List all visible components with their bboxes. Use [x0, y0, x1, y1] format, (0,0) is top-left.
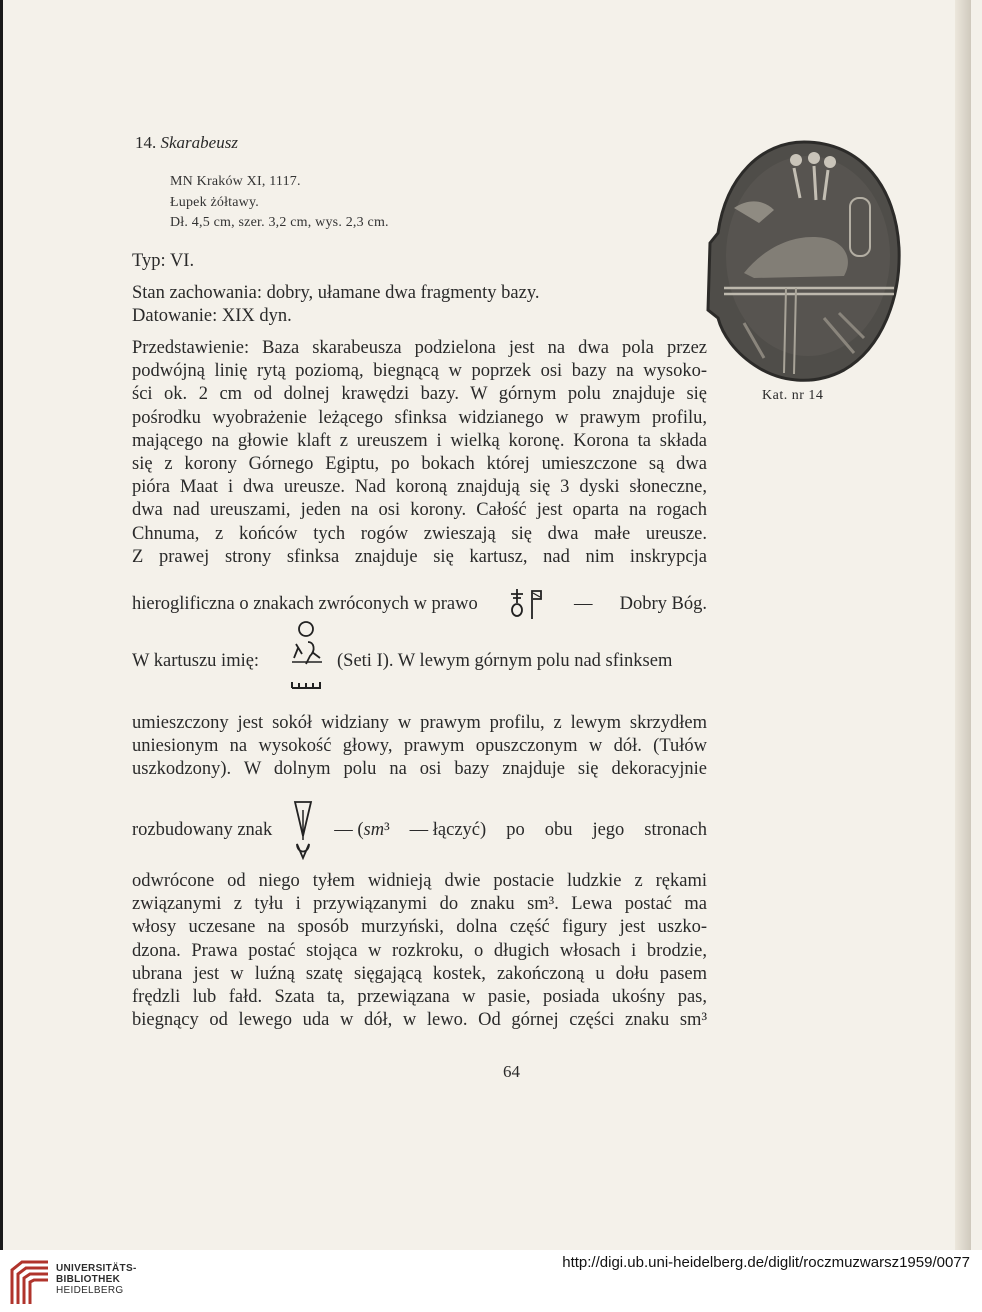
text-line: mającego na głowie klaft z ureuszem i wielką koronę. Korona ta składa: [132, 430, 707, 451]
text-fragment: jego: [592, 819, 625, 840]
sign-line: [132, 800, 707, 860]
footer-bar: [0, 1250, 982, 1312]
text-fragment: — (sm³: [334, 819, 390, 840]
text-line: Przedstawienie: Baza skarabeusza podzielona jest na dwa pola przez: [132, 338, 707, 358]
text-line: włosy uczesane na sposób murzyński, dolna część figury jest uszko-: [132, 917, 707, 938]
text-fragment: Dobry Bóg.: [619, 593, 707, 614]
sm3-sign-glyph-icon: [292, 800, 314, 860]
text-line: frędzli lub fałd. Szata ta, przewiązana w pasie, posiada ukośny pas,: [132, 987, 707, 1008]
transliteration-sm: sm: [363, 819, 385, 840]
text-line: uszkodzony). W dolnym polu na osi bazy znajduje się dekoracyjnie: [132, 759, 707, 780]
meta-line-2: Łupek żółtawy.: [170, 195, 259, 210]
source-url-link[interactable]: http://digi.ub.uni-heidelberg.de/diglit/roczmuzwarsz1959/0077: [562, 1254, 970, 1271]
text-line: umieszczony jest sokół widziany w prawym profilu, z lewym skrzydłem: [132, 713, 707, 733]
meta-line-1: MN Kraków XI, 1117.: [170, 174, 301, 189]
text-line: ubrana jest w luźną szatę sięgającą kostek, zakończoną u dołu pasem: [132, 963, 707, 984]
cartouche-rest: (Seti I). W lewym górnym polu nad sfinksem: [337, 651, 673, 671]
entry-title: Skarabeusz: [160, 133, 238, 152]
hieroglyph-ntr-nfr-icon: [505, 587, 547, 621]
library-name-line: BIBLIOTHEK: [56, 1274, 121, 1285]
typ-line: Typ: VI.: [132, 251, 195, 271]
text-fragment: — łączyć): [409, 819, 487, 840]
library-name-line: HEIDELBERG: [56, 1285, 124, 1296]
hieroglyph-line: [132, 588, 707, 620]
text-line: dwa nad ureuszami, jeden na osi korony. Całość jest oparta na rogach: [132, 500, 707, 521]
text-line: się z korony Górnego Egiptu, po bokach której umieszczone są dwa: [132, 454, 707, 475]
text-line: pióra Maat i dwa ureusze. Nad koroną znajdują się 3 dyski słoneczne,: [132, 477, 707, 498]
library-name-line: UNIVERSITÄTS-: [56, 1263, 137, 1274]
text-line: uniesionym na wysokość głowy, prawym opuszczonym w dół. (Tułów: [132, 736, 707, 757]
text-fragment: hieroglificzna o znakach zwróconych w prawo: [132, 593, 478, 614]
page-edge-left: [0, 0, 3, 1250]
text-line: pośrodku wyobrażenie leżącego sfinksa widzianego w prawym profilu,: [132, 407, 707, 428]
paragraph-figures: [132, 870, 707, 1032]
datowanie-line: Datowanie: XIX dyn.: [132, 306, 292, 326]
entry-number: 14.: [135, 133, 157, 152]
cartouche-name-glyph-icon: [282, 618, 328, 698]
text-line: Chnuma, z końców tych rogów zwieszają się dwa małe ureusze.: [132, 523, 707, 544]
cartouche-label: W kartuszu imię:: [132, 651, 260, 671]
text-line: dzona. Prawa postać stojąca w rozkroku, o długich włosach i brodzie,: [132, 940, 707, 961]
text-fragment: obu: [544, 819, 573, 840]
library-name: [56, 1263, 137, 1296]
text-fragment: stronach: [644, 819, 707, 840]
entry-heading: [135, 133, 238, 153]
text-line: odwrócone od niego tyłem widnieją dwie postacie ludzkie z rękami: [132, 871, 707, 891]
text-fragment: rozbudowany znak: [132, 819, 273, 840]
text-fragment: —: [573, 593, 593, 614]
stan-line: Stan zachowania: dobry, ułamane dwa fragmenty bazy.: [132, 283, 540, 303]
text-fragment: po: [506, 819, 525, 840]
paragraph-description: [132, 337, 707, 569]
text-line: ści ok. 2 cm od dolnej krawędzi bazy. W górnym polu znajduje się: [132, 384, 707, 405]
university-library-logo-icon[interactable]: [8, 1260, 50, 1306]
text-line: związanymi z tyłu i przywiązanymi do znaku sm³. Lewa postać ma: [132, 894, 707, 915]
meta-line-3: Dł. 4,5 cm, szer. 3,2 cm, wys. 2,3 cm.: [170, 215, 389, 230]
paragraph-falcon: [132, 712, 707, 782]
page-edge-shadow: [955, 0, 971, 1250]
text-line: biegnący od lewego uda w dół, w lewo. Od górnej części znaku sm³: [132, 1010, 707, 1031]
text-line: podwójną linię rytą poziomą, biegnącą w poprzek osi bazy na wysoko-: [132, 361, 707, 382]
page-number: 64: [503, 1062, 520, 1081]
figure-caption: Kat. nr 14: [762, 388, 824, 403]
text-line: Z prawej strony sfinksa znajduje się kartusz, nad nim inskrypcja: [132, 546, 707, 567]
scarab-photo: [704, 138, 904, 383]
